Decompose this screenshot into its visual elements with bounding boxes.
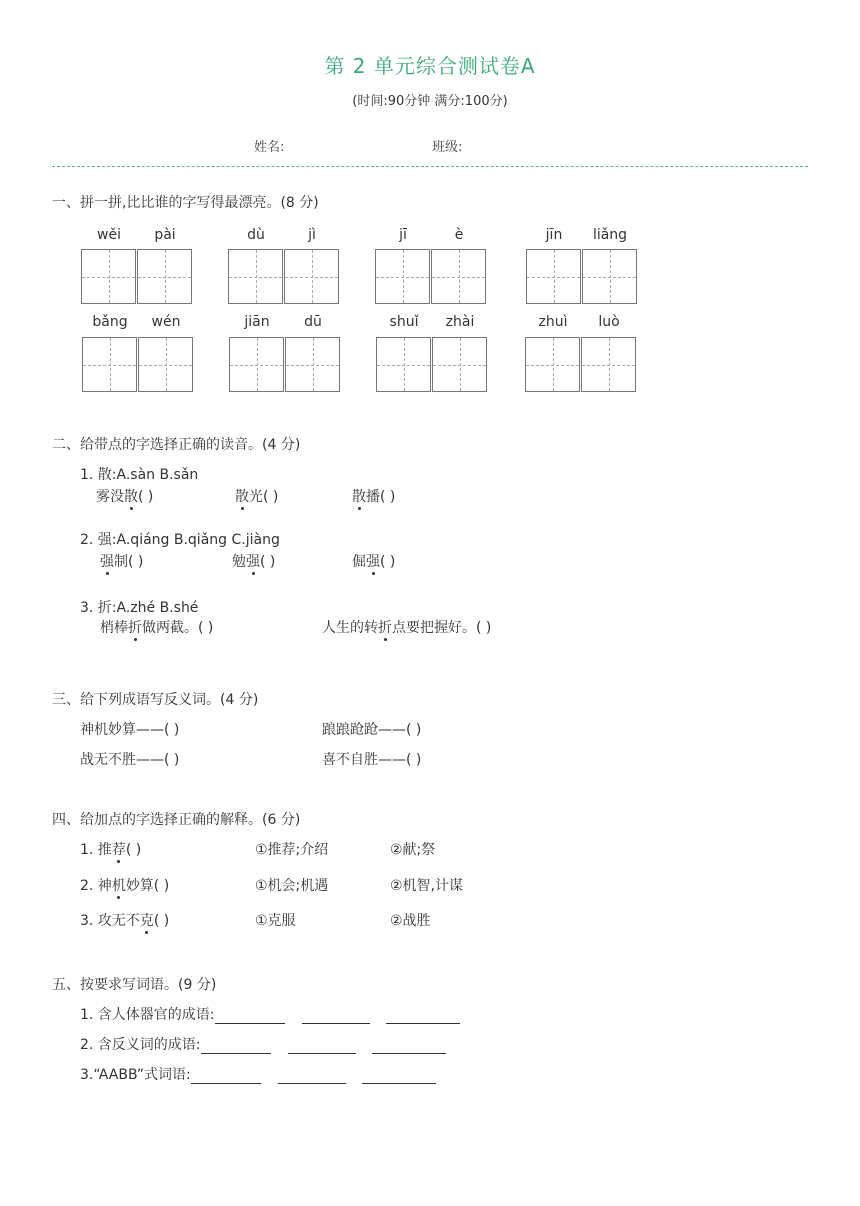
option-2: ②机智,计谋: [390, 878, 464, 894]
question-4-1[interactable]: [80, 839, 141, 859]
text: 雾没: [96, 489, 124, 505]
writing-grid-box[interactable]: [284, 249, 339, 304]
antonym-item[interactable]: 踉踉跄跄——( ): [322, 722, 422, 738]
word-item-label: 1. 含人体器官的成语:: [80, 1007, 215, 1023]
pinyin: è: [454, 227, 464, 243]
text: 人生的转: [322, 620, 378, 636]
answer-blank: 播( ): [366, 489, 396, 505]
word-item: [80, 1034, 446, 1054]
question-4-3[interactable]: [80, 910, 169, 930]
antonym-item[interactable]: 神机妙算——( ): [80, 722, 180, 738]
word-item-label: 2. 含反义词的成语:: [80, 1037, 201, 1053]
dotted-char: 克: [140, 910, 154, 930]
answer-line[interactable]: [191, 1069, 261, 1084]
answer-line[interactable]: [362, 1069, 436, 1084]
pinyin: zhài: [445, 314, 475, 330]
pinyin: dū: [304, 314, 322, 330]
writing-grid-box[interactable]: [525, 337, 580, 392]
answer-line[interactable]: [288, 1039, 356, 1054]
pinyin: dù: [247, 227, 265, 243]
option-1: ①克服: [255, 913, 296, 929]
answer-blank: 点要把握好。( ): [392, 620, 492, 636]
header-divider: [52, 166, 808, 167]
section-4-heading: 四、给加点的字选择正确的解释。(6 分): [52, 812, 301, 828]
section-5-heading: 五、按要求写词语。(9 分): [52, 977, 217, 993]
dotted-char: 机: [112, 875, 126, 895]
page-title: 第 2 单元综合测试卷A: [324, 54, 536, 78]
dotted-char: 散: [352, 486, 366, 506]
question-2-2-a[interactable]: [100, 551, 143, 571]
class-label: 班级:: [432, 140, 463, 155]
page-subtitle: (时间:90分钟 满分:100分): [352, 94, 508, 109]
question-2-3-b[interactable]: [322, 617, 491, 637]
answer-blank: 做两截。( ): [142, 620, 214, 636]
dotted-char: 强: [246, 551, 260, 571]
name-label: 姓名:: [254, 140, 285, 155]
writing-grid-box[interactable]: [376, 337, 431, 392]
section-1-heading: 一、拼一拼,比比谁的字写得最漂亮。(8 分): [52, 195, 319, 211]
answer-line[interactable]: [215, 1009, 285, 1024]
pinyin: pài: [154, 227, 176, 243]
section-3-heading: 三、给下列成语写反义词。(4 分): [52, 692, 259, 708]
dotted-char: 强: [366, 551, 380, 571]
pinyin: wén: [151, 314, 181, 330]
word-item: [80, 1064, 436, 1084]
word-item-label: 3.“AABB”式词语:: [80, 1067, 191, 1083]
writing-grid-box[interactable]: [581, 337, 636, 392]
answer-blank: ( ): [260, 554, 276, 570]
pinyin: jīn: [545, 227, 563, 243]
answer-blank: ( ): [380, 554, 396, 570]
writing-grid-box[interactable]: [582, 249, 637, 304]
dotted-char: 折: [378, 617, 392, 637]
question-2-3-a[interactable]: [100, 617, 213, 637]
answer-line[interactable]: [302, 1009, 370, 1024]
text: 3. 攻无不: [80, 913, 140, 929]
question-2-1-header: 1. 散:A.sàn B.sǎn: [80, 467, 199, 483]
question-2-2-b[interactable]: [232, 551, 275, 571]
writing-grid-box[interactable]: [137, 249, 192, 304]
writing-grid-box[interactable]: [431, 249, 486, 304]
writing-grid-box[interactable]: [375, 249, 430, 304]
text: 梢棒: [100, 620, 128, 636]
pinyin: wěi: [97, 227, 121, 243]
option-2: ②战胜: [390, 913, 431, 929]
answer-blank: ( ): [125, 842, 142, 858]
question-2-2-header: 2. 强:A.qiáng B.qiǎng C.jiàng: [80, 532, 280, 548]
text: 倔: [352, 554, 366, 570]
question-2-1-c[interactable]: [352, 486, 395, 506]
pinyin: shuǐ: [389, 314, 419, 330]
dotted-char: 强: [100, 551, 114, 571]
writing-grid-box[interactable]: [285, 337, 340, 392]
answer-blank: 妙算( ): [125, 878, 170, 894]
writing-grid-box[interactable]: [229, 337, 284, 392]
pinyin: jì: [308, 227, 316, 243]
text: 1. 推: [80, 842, 112, 858]
answer-blank: ( ): [153, 913, 170, 929]
question-2-1-a[interactable]: [96, 486, 153, 506]
pinyin: jī: [399, 227, 407, 243]
question-4-2[interactable]: [80, 875, 169, 895]
writing-grid-box[interactable]: [138, 337, 193, 392]
option-2: ②献;祭: [390, 842, 436, 858]
answer-blank: ( ): [138, 489, 154, 505]
pinyin: liǎng: [592, 227, 628, 243]
dotted-char: 荐: [112, 839, 126, 859]
antonym-item[interactable]: 战无不胜——( ): [80, 752, 180, 768]
answer-line[interactable]: [372, 1039, 446, 1054]
pinyin: zhuì: [538, 314, 568, 330]
question-2-2-c[interactable]: [352, 551, 395, 571]
writing-grid-box[interactable]: [432, 337, 487, 392]
writing-grid-box[interactable]: [81, 249, 136, 304]
option-1: ①推荐;介绍: [255, 842, 329, 858]
answer-line[interactable]: [201, 1039, 271, 1054]
answer-blank: 光( ): [249, 489, 279, 505]
section-2-heading: 二、给带点的字选择正确的读音。(4 分): [52, 437, 301, 453]
text: 勉: [232, 554, 246, 570]
dotted-char: 散: [124, 486, 138, 506]
writing-grid-box[interactable]: [526, 249, 581, 304]
text: 2. 神: [80, 878, 112, 894]
pinyin: jiān: [244, 314, 270, 330]
dotted-char: 散: [235, 486, 249, 506]
answer-line[interactable]: [278, 1069, 346, 1084]
word-item: [80, 1004, 460, 1024]
option-1: ①机会;机遇: [255, 878, 329, 894]
question-2-1-b[interactable]: [235, 486, 278, 506]
pinyin: luò: [598, 314, 620, 330]
writing-grid-box[interactable]: [82, 337, 137, 392]
writing-grid-box[interactable]: [228, 249, 283, 304]
dotted-char: 折: [128, 617, 142, 637]
antonym-item[interactable]: 喜不自胜——( ): [322, 752, 422, 768]
answer-blank: 制( ): [114, 554, 144, 570]
pinyin: bǎng: [92, 314, 128, 330]
question-2-3-header: 3. 折:A.zhé B.shé: [80, 600, 199, 616]
answer-line[interactable]: [386, 1009, 460, 1024]
